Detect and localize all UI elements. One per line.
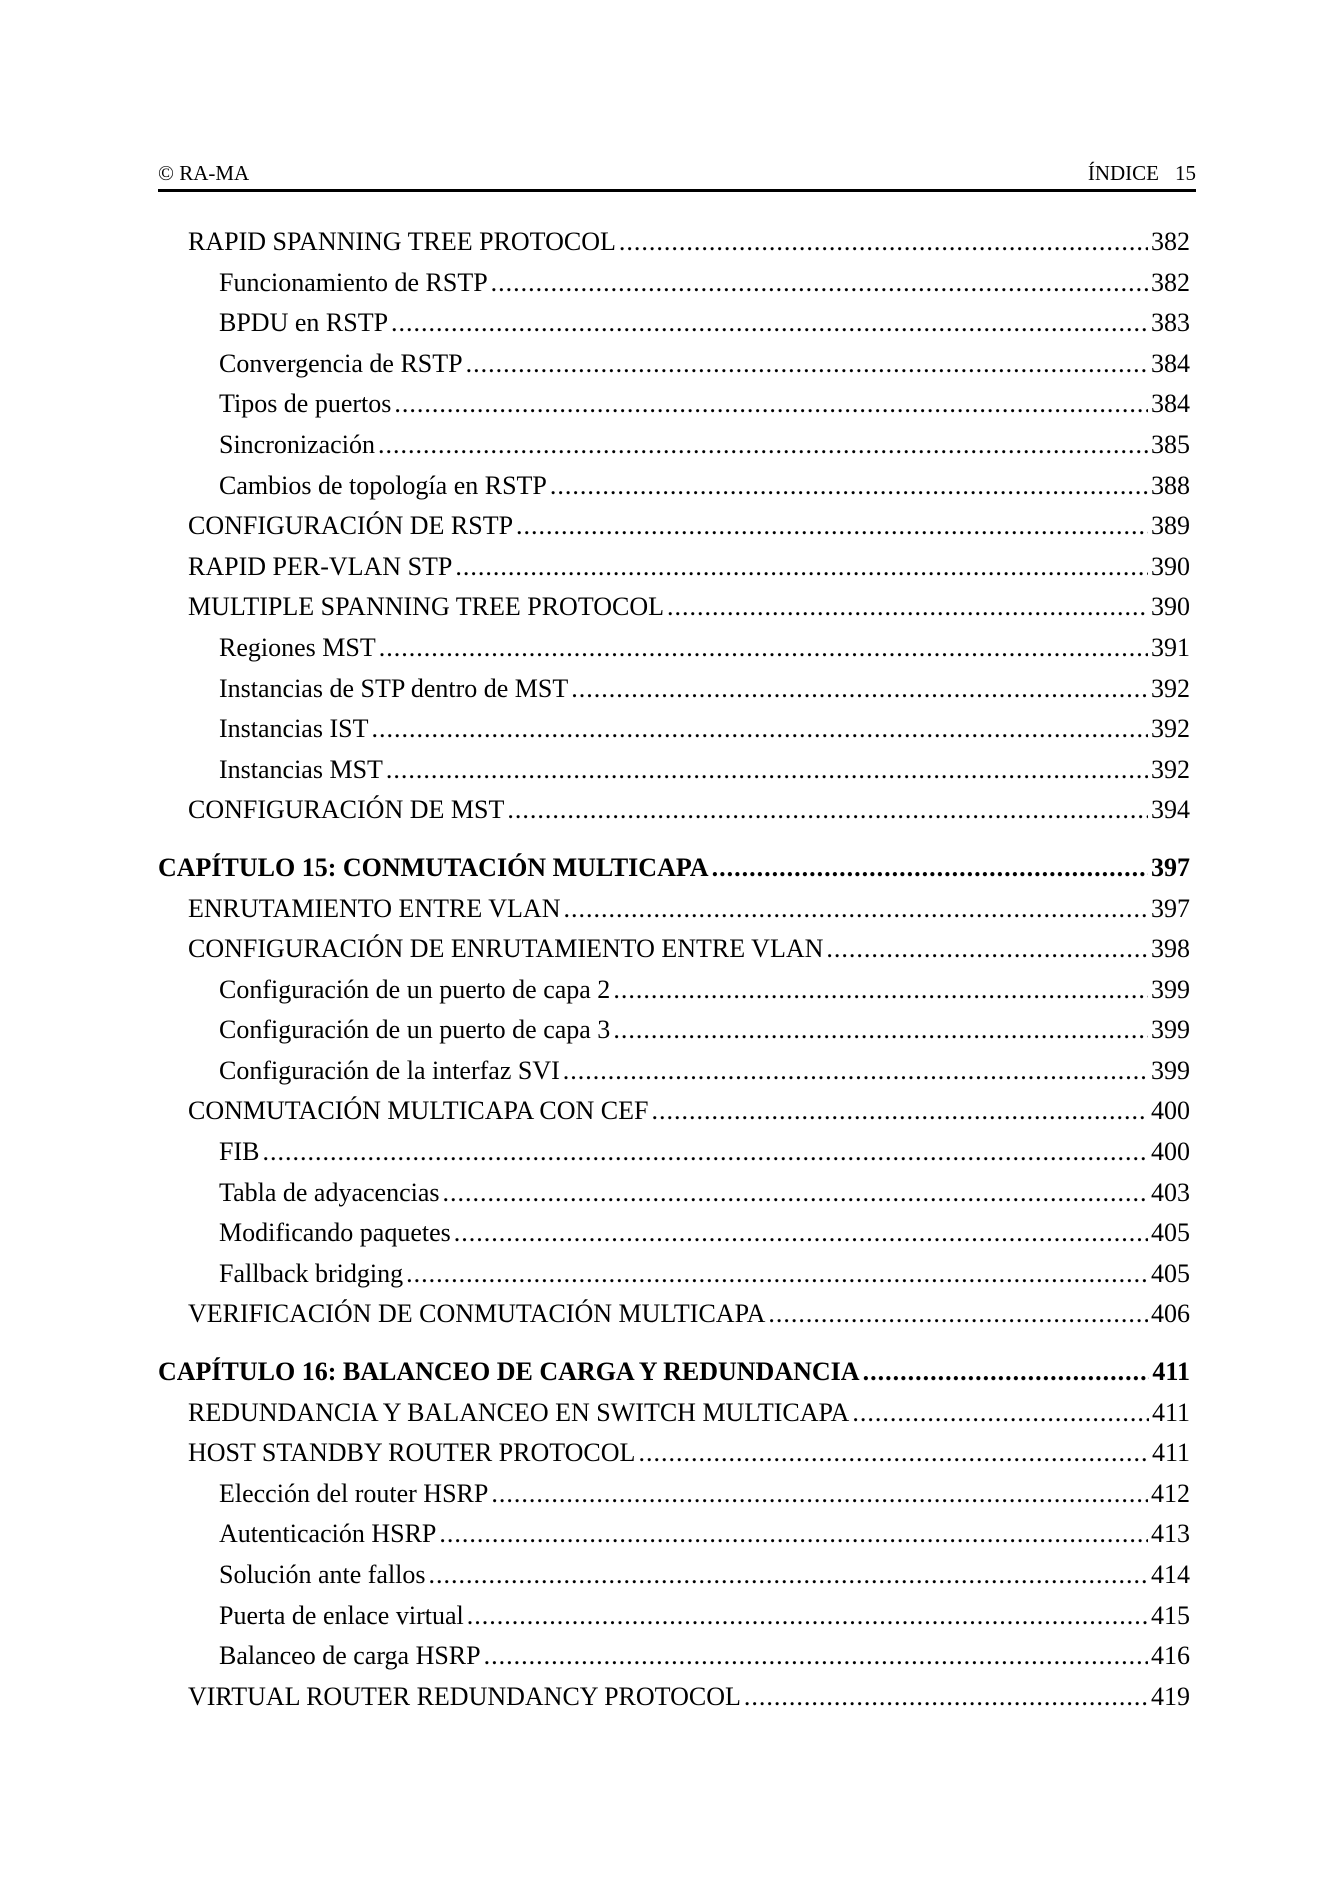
toc-entry-title: RAPID PER-VLAN STP [188,551,453,581]
toc-entry-page: 416 [1151,1641,1190,1671]
toc-entry-page: 382 [1151,267,1190,297]
toc-entry [158,1636,1190,1677]
dot-leader [563,1051,1148,1092]
toc-entry-page: 384 [1151,348,1190,378]
dot-leader [491,263,1148,304]
toc-entry-page: 382 [1151,227,1190,256]
toc-entry-title: Autenticación HSRP [219,1519,437,1549]
toc-entry-page: 392 [1151,754,1190,784]
dot-leader [852,1393,1149,1434]
toc-entry [158,709,1190,750]
dot-leader [262,1132,1148,1173]
toc-entry-title: Balanceo de carga HSRP [219,1641,481,1671]
toc-entry-title: Tabla de adyacencias [219,1177,440,1207]
dot-leader [378,425,1148,466]
toc-entry-title: Configuración de un puerto de capa 3 [219,1015,611,1045]
toc-entry [158,669,1190,710]
section-title: ÍNDICE [1087,161,1159,185]
toc-entry [158,222,1190,263]
toc-entry-title: Sincronización [219,429,375,459]
toc-entry-page: 411 [1151,1438,1190,1468]
toc-entry-title: Puerta de enlace virtual [219,1600,464,1630]
toc-entry [158,344,1190,385]
toc-entry-title: CONFIGURACIÓN DE ENRUTAMIENTO ENTRE VLAN [188,934,824,964]
dot-leader [768,1294,1148,1335]
toc-entry-title: Elección del router HSRP [219,1478,489,1508]
toc-entry-title: Tipos de puertos [219,389,392,419]
toc-entry-page: 391 [1151,632,1190,662]
dot-leader [439,1514,1148,1555]
toc-entry-title: REDUNDANCIA Y BALANCEO EN SWITCH MULTICAPA [188,1397,850,1427]
toc-entry-title: Funcionamiento de RSTP [219,267,488,297]
dot-leader [507,790,1148,831]
dot-leader [484,1636,1148,1677]
toc-entry-page: 400 [1151,1137,1190,1167]
toc-entry-page: 389 [1151,511,1190,541]
toc-entry-title: VERIFICACIÓN DE CONMUTACIÓN MULTICAPA [188,1299,766,1329]
toc-entry-title: CONFIGURACIÓN DE MST [188,795,505,825]
dot-leader [863,1352,1150,1393]
toc-entry-title: Regiones MST [219,632,376,662]
dot-leader [667,587,1148,628]
toc-entry [158,970,1190,1011]
dot-leader [454,1213,1148,1254]
toc-entry-title: RAPID SPANNING TREE PROTOCOL [188,227,616,256]
dot-leader [826,929,1148,970]
dot-leader [429,1555,1148,1596]
toc-entry [158,889,1190,930]
toc-entry-title: Modificando paquetes [219,1218,451,1248]
toc-entry-page: 414 [1151,1560,1190,1589]
toc-entry-title: Instancias de STP dentro de MST [219,673,569,703]
toc-entry [158,628,1190,669]
toc-entry-page: 400 [1151,1096,1190,1126]
toc-entry-title: VIRTUAL ROUTER REDUNDANCY PROTOCOL [188,1681,741,1711]
toc-entry [158,1132,1190,1173]
toc-entry-title: Solución ante fallos [219,1560,426,1589]
toc-entry-page: 397 [1151,852,1190,882]
dot-leader [386,750,1148,791]
toc-entry-page: 390 [1151,551,1190,581]
toc-entry-page: 415 [1151,1600,1190,1630]
toc-entry-page: 385 [1151,429,1190,459]
toc-entry [158,303,1190,344]
dot-leader [455,547,1148,588]
toc-entry-title: Convergencia de RSTP [219,348,463,378]
toc-entry-page: 412 [1151,1478,1190,1508]
toc-entry-page: 411 [1152,1357,1190,1387]
dot-leader [516,506,1148,547]
toc-entry-title: BPDU en RSTP [219,308,389,338]
toc-entry [158,1677,1190,1718]
toc-entry-title: ENRUTAMIENTO ENTRE VLAN [188,893,561,923]
dot-leader [467,1596,1148,1637]
toc-entry-title: Fallback bridging [219,1258,404,1288]
dot-leader [391,303,1148,344]
toc-entry [158,384,1190,425]
toc-entry [158,1393,1190,1434]
dot-leader [571,669,1148,710]
dot-leader [466,344,1148,385]
toc-entry-title: CAPÍTULO 15: CONMUTACIÓN MULTICAPA [158,852,709,882]
toc-entry [158,790,1190,831]
dot-leader [550,466,1148,507]
toc-entry-page: 399 [1151,1055,1190,1085]
toc-entry-page: 406 [1151,1299,1190,1329]
toc-entry [158,1010,1190,1051]
toc-entry [158,1173,1190,1214]
toc-entry-page: 392 [1151,714,1190,744]
toc-entry [158,1596,1190,1637]
toc-entry [158,750,1190,791]
dot-leader [443,1173,1149,1214]
toc-entry-title: Cambios de topología en RSTP [219,470,547,500]
toc-entry-page: 394 [1151,795,1190,825]
toc-entry [158,1213,1190,1254]
toc-entry [158,1555,1190,1596]
dot-leader [638,1433,1149,1474]
toc-entry-page: 405 [1151,1218,1190,1248]
dot-leader [651,1091,1148,1132]
toc-entry-page: 405 [1151,1258,1190,1288]
toc-chapter-entry [158,1352,1190,1393]
dot-leader [744,1677,1148,1718]
toc-entry-page: 399 [1151,1015,1190,1045]
toc-entry [158,425,1190,466]
header-section [1088,158,1196,188]
toc-entry [158,1294,1190,1335]
dot-leader [379,628,1148,669]
toc-entry [158,547,1190,588]
toc-entry-title: CONFIGURACIÓN DE RSTP [188,511,514,541]
toc-entry [158,1254,1190,1295]
dot-leader [613,970,1148,1011]
page-number: 15 [1175,161,1196,185]
toc-chapter-entry [158,848,1190,889]
toc-entry-page: 419 [1151,1681,1190,1711]
toc-entry [158,1433,1190,1474]
toc-entry-page: 384 [1151,389,1190,419]
toc-entry-title: HOST STANDBY ROUTER PROTOCOL [188,1438,636,1468]
dot-leader [613,1010,1148,1051]
toc-entry-page: 383 [1151,308,1190,338]
toc-entry-title: MULTIPLE SPANNING TREE PROTOCOL [188,592,665,622]
toc-entry-title: Instancias IST [219,714,369,744]
header-rule [158,189,1196,192]
toc-entry [158,929,1190,970]
toc-entry-page: 399 [1151,974,1190,1004]
dot-leader [371,709,1148,750]
toc-entry-page: 403 [1151,1177,1190,1207]
toc-entry-title: Instancias MST [219,754,383,784]
toc-entry [158,1474,1190,1515]
toc-entry [158,263,1190,304]
toc-entry-page: 411 [1151,1397,1190,1427]
toc-entry [158,587,1190,628]
toc-entry [158,1514,1190,1555]
toc-entry-title: CONMUTACIÓN MULTICAPA CON CEF [188,1096,649,1126]
toc-entry [158,466,1190,507]
toc-entry-page: 397 [1151,893,1190,923]
toc-entry-page: 392 [1151,673,1190,703]
dot-leader [491,1474,1148,1515]
toc-entry [158,1051,1190,1092]
toc-entry-page: 388 [1151,470,1190,500]
toc-entry-title: FIB [219,1137,260,1167]
publisher-mark: © RA-MA [158,161,250,185]
dot-leader [712,848,1148,889]
dot-leader [406,1254,1148,1295]
running-header [158,158,1196,188]
toc-entry-title: Configuración de un puerto de capa 2 [219,974,611,1004]
toc-entry-title: CAPÍTULO 16: BALANCEO DE CARGA Y REDUNDANCIA [158,1357,860,1387]
toc-entry-page: 398 [1151,934,1190,964]
toc-entry [158,1091,1190,1132]
toc-entry-title: Configuración de la interfaz SVI [219,1055,560,1085]
toc-entry [158,506,1190,547]
dot-leader [563,889,1148,930]
toc-entry-page: 390 [1151,592,1190,622]
dot-leader [619,222,1148,263]
dot-leader [394,384,1148,425]
toc-entry-page: 413 [1151,1519,1190,1549]
table-of-contents [158,222,1190,1717]
